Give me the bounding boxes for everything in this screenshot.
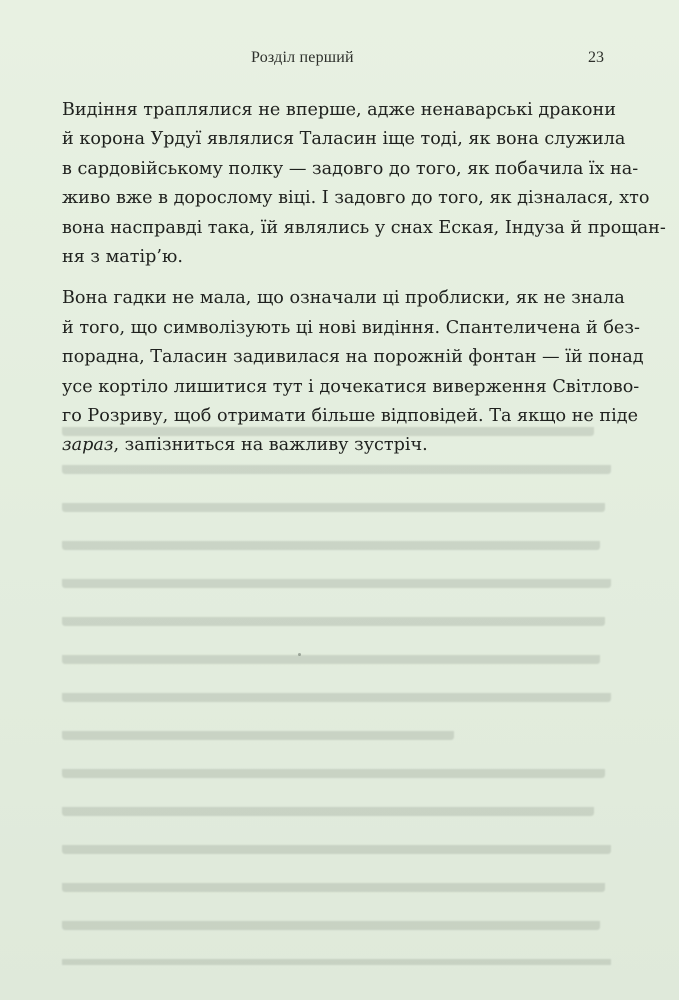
text-line: й корона Урдуї являлися Таласин іще тоді, як вона служила	[62, 129, 626, 150]
text-line: усе кортіло лишитися тут і дочекатися виверження Світлово-	[62, 376, 640, 397]
text-line: в сардовійському полку — задовго до того, як побачила їх на-	[62, 158, 639, 179]
text-line: го Розриву, щоб отримати більше відповідей. Та якщо не піде	[62, 406, 639, 427]
text-line-last	[62, 431, 615, 460]
speck	[298, 653, 301, 656]
text-line: порадна, Таласин задивилася на порожній фонтан — їй понад	[62, 347, 644, 368]
paragraph-2	[62, 284, 644, 460]
paragraph-1	[62, 96, 666, 272]
show-through-text	[62, 405, 622, 965]
running-head: Розділ перший	[251, 49, 354, 66]
emphasis-word: зараз	[62, 435, 114, 456]
text-line: вона насправді така, їй являлись у снах Еская, Індуза й прощан-	[62, 217, 666, 238]
text-line-rest: , запізниться на важливу зустріч.	[113, 435, 428, 456]
page-header	[0, 49, 679, 73]
text-line: ня з матір’ю.	[62, 247, 183, 268]
text-line: й того, що символізують ці нові видіння. Спантеличена й без-	[62, 317, 640, 338]
text-line: Видіння траплялися не вперше, адже ненаварські дракони	[62, 100, 616, 120]
body-text	[62, 96, 666, 473]
text-line: Вона гадки не мала, що означали ці проблиски, як не знала	[62, 288, 625, 309]
page-number: 23	[588, 49, 604, 66]
text-line: живо вже в дорослому віці. І задовго до того, як дізналася, хто	[62, 188, 650, 209]
